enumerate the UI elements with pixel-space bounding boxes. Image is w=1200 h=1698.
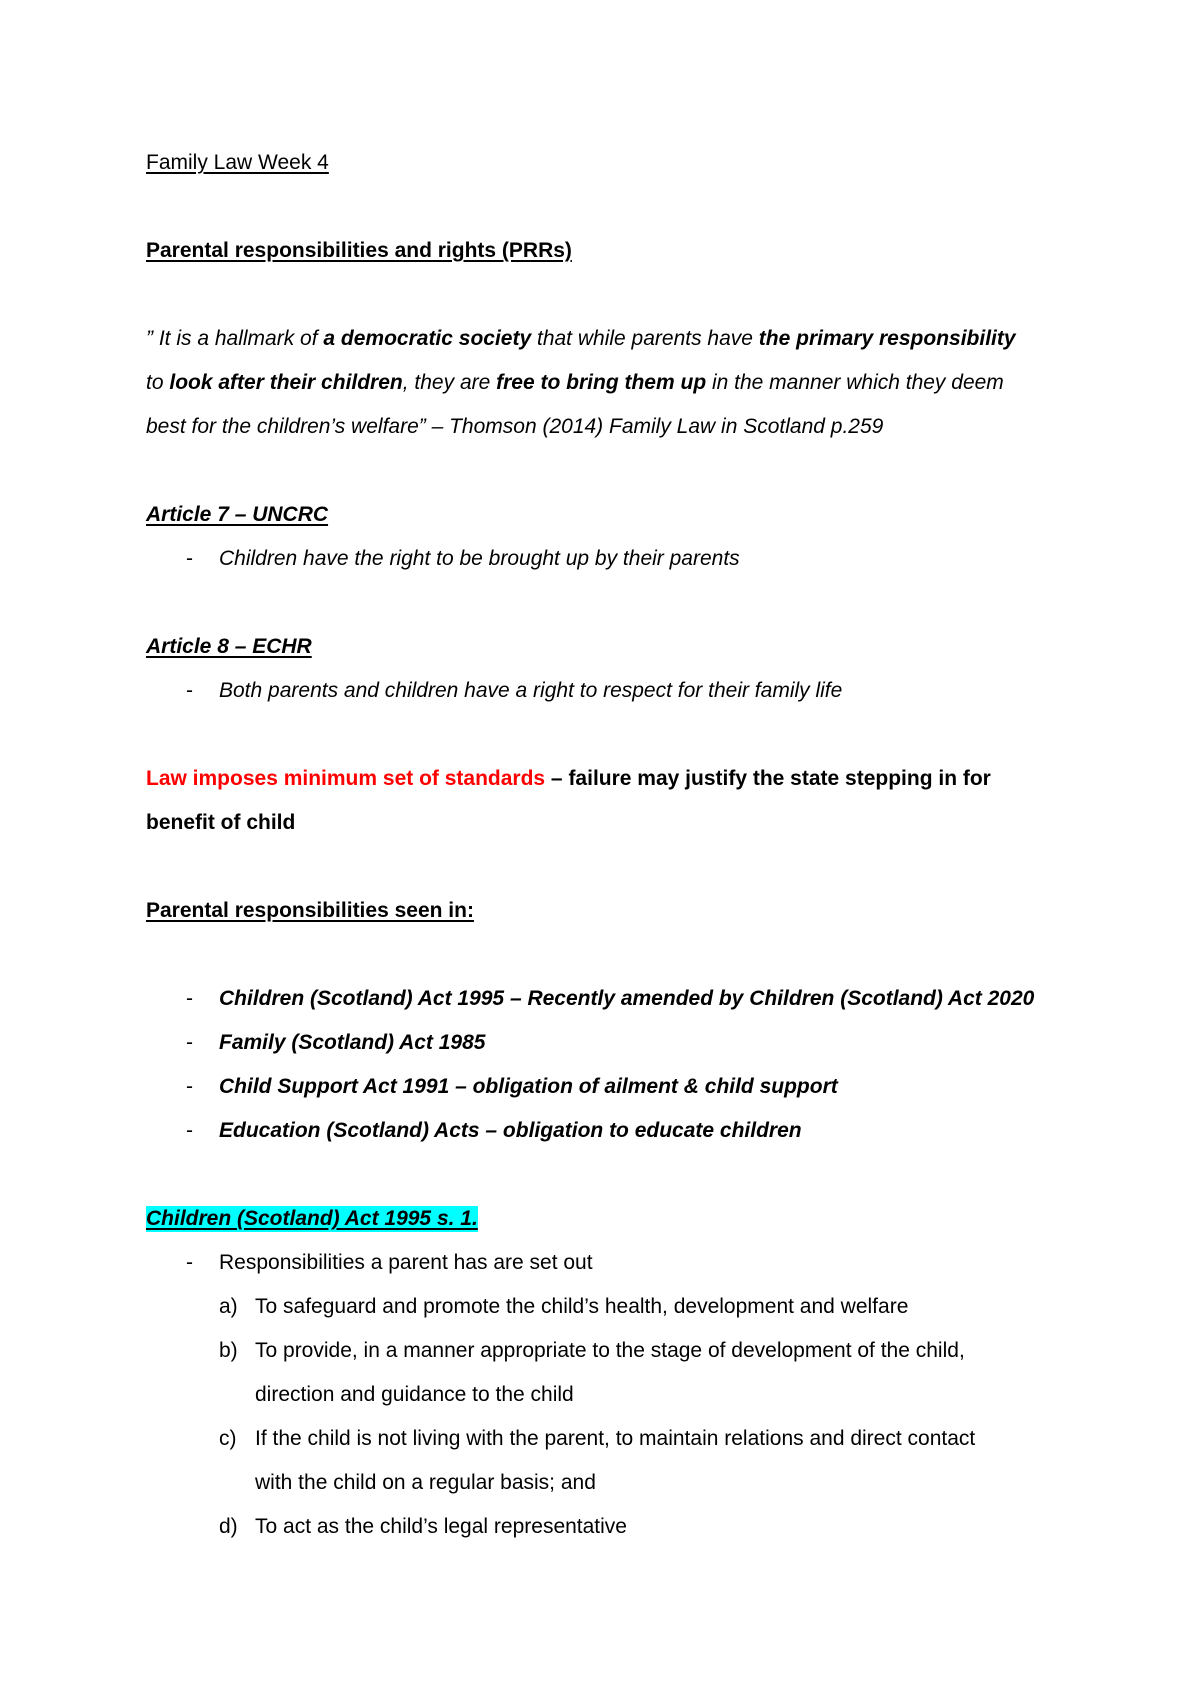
list-item: If the child is not living with the parent, to maintain relations and direct contact bbox=[255, 1427, 976, 1450]
list-letter: d) bbox=[219, 1515, 238, 1538]
quote-text: , they are bbox=[402, 371, 497, 394]
prr-heading: Parental responsibilities and rights (PRRs) bbox=[146, 239, 572, 262]
bullet-marker: - bbox=[186, 1075, 193, 1098]
quote-emphasis: the primary responsibility bbox=[758, 327, 1016, 350]
quote-text: ” It is a hallmark of bbox=[146, 327, 324, 350]
bullet-marker: - bbox=[186, 1251, 193, 1274]
law-line-2: benefit of child bbox=[146, 811, 296, 834]
bullet-marker: - bbox=[186, 547, 193, 570]
article8-heading: Article 8 – ECHR bbox=[146, 635, 312, 658]
bullet-marker: - bbox=[186, 1031, 193, 1054]
list-item: Education (Scotland) Acts – obligation to educate children bbox=[219, 1119, 802, 1142]
article7-text: Children have the right to be brought up by their parents bbox=[219, 547, 740, 570]
s1-intro: Responsibilities a parent has are set out bbox=[219, 1251, 593, 1274]
document-title: Family Law Week 4 bbox=[146, 151, 329, 174]
article7-heading: Article 7 – UNCRC bbox=[146, 503, 329, 526]
quote-line-1 bbox=[146, 326, 1016, 352]
list-item: To provide, in a manner appropriate to the stage of development of the child, bbox=[255, 1339, 965, 1362]
law-text: – failure may justify the state stepping in for bbox=[545, 767, 991, 790]
list-item: Family (Scotland) Act 1985 bbox=[219, 1031, 486, 1054]
quote-text: in the manner which they deem bbox=[706, 371, 1004, 394]
list-item: To act as the child’s legal representative bbox=[255, 1515, 627, 1538]
list-letter: c) bbox=[219, 1427, 237, 1450]
quote-line-2 bbox=[146, 370, 1004, 396]
quote-emphasis: look after their children bbox=[169, 371, 403, 394]
quote-emphasis: free to bring them up bbox=[496, 371, 707, 394]
s1-heading: Children (Scotland) Act 1995 s. 1. bbox=[146, 1207, 478, 1230]
bullet-marker: - bbox=[186, 987, 193, 1010]
list-letter: a) bbox=[219, 1295, 238, 1318]
list-item: To safeguard and promote the child’s health, development and welfare bbox=[255, 1295, 909, 1318]
list-item: Children (Scotland) Act 1995 – Recently amended by Children (Scotland) Act 2020 bbox=[219, 987, 1035, 1010]
quote-text: that while parents have bbox=[531, 327, 759, 350]
quote-text: to bbox=[146, 371, 170, 394]
article8-text: Both parents and children have a right to respect for their family life bbox=[219, 679, 843, 702]
seen-in-heading: Parental responsibilities seen in: bbox=[146, 899, 474, 922]
list-item-continuation: direction and guidance to the child bbox=[255, 1383, 574, 1406]
list-item: Child Support Act 1991 – obligation of ailment & child support bbox=[219, 1075, 838, 1098]
bullet-marker: - bbox=[186, 679, 193, 702]
list-item-continuation: with the child on a regular basis; and bbox=[255, 1471, 596, 1494]
quote-line-3: best for the children’s welfare” – Thomson (2014) Family Law in Scotland p.259 bbox=[146, 415, 884, 438]
law-highlight: Law imposes minimum set of standards bbox=[146, 767, 546, 790]
list-letter: b) bbox=[219, 1339, 238, 1362]
quote-emphasis: a democratic society bbox=[323, 327, 532, 350]
bullet-marker: - bbox=[186, 1119, 193, 1142]
law-line-1 bbox=[146, 766, 991, 792]
